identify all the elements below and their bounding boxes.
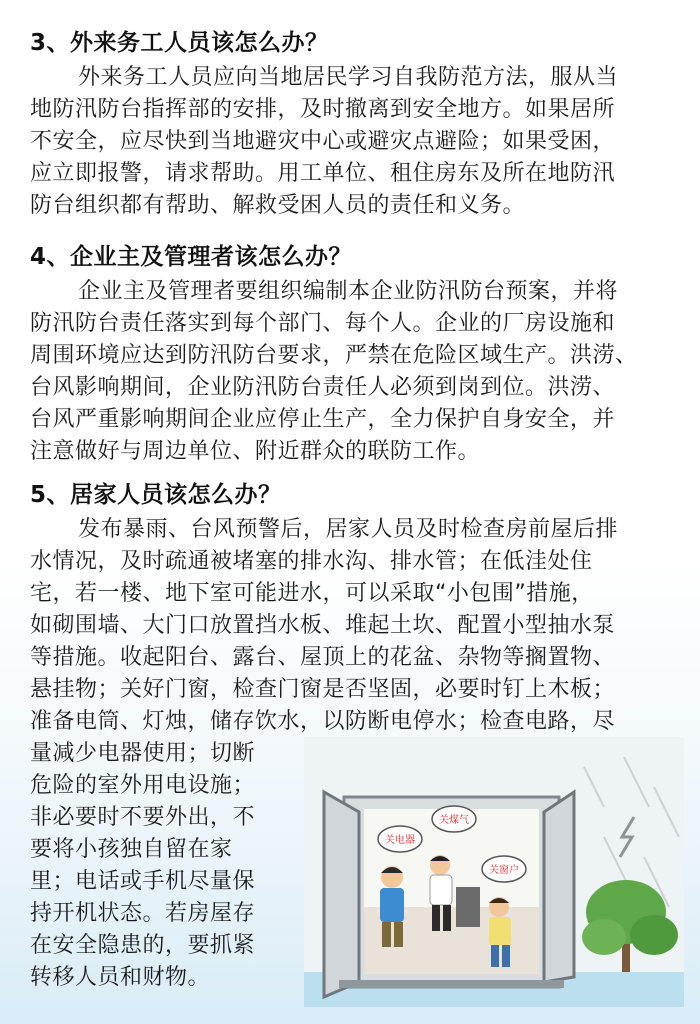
section-5-line: 如砌围墙、大门口放置挡水板、堆起土坎、配置小型抽水泵 <box>30 613 616 638</box>
section-5-line: 准备电筒、灯烛，储存饮水，以防断电停水；检查电路，尽 <box>30 709 616 734</box>
section-4-line: 防汛防台责任落实到每个部门、每个人。企业的厂房设施和 <box>30 311 616 336</box>
svg-text:关窗户: 关窗户 <box>489 865 519 876</box>
section-5-line: 悬挂物；关好门窗，检查门窗是否坚固，必要时钉上木板； <box>30 677 616 702</box>
section-5-line: 发布暴雨、台风预警后，居家人员及时检查房前屋后排 <box>78 517 619 542</box>
illustration-svg <box>304 737 684 1007</box>
section-5-narrow-line: 里；电话或手机尽量保 <box>30 869 256 894</box>
section-5-heading: 5、居家人员该怎么办？ <box>30 482 282 508</box>
section-5-line: 水情况，及时疏通被堵塞的排水沟、排水管；在低洼处住 <box>30 549 593 574</box>
section-3-line: 防台组织都有帮助、解救受困人员的责任和义务。 <box>30 193 526 218</box>
section-5-narrow-line: 要将小孩独自留在家 <box>30 837 233 862</box>
section-3-line: 不安全，应尽快到当地避灾中心或避灾点避险；如果受困， <box>30 129 616 154</box>
section-3-line: 应立即报警，请求帮助。用工单位、租住房东及所在地防汛 <box>30 161 616 186</box>
svg-text:关煤气: 关煤气 <box>439 815 469 826</box>
section-4-line: 企业主及管理者要组织编制本企业防汛防台预案，并将 <box>78 279 619 304</box>
section-3-line: 外来务工人员应向当地居民学习自我防范方法，服从当 <box>78 65 619 90</box>
svg-text:关电器: 关电器 <box>385 835 415 846</box>
section-4-line: 台风影响期间，企业防汛防台责任人必须到岗到位。洪涝、 <box>30 375 616 400</box>
section-5-line: 宅，若一楼、地下室可能进水，可以采取“小包围”措施， <box>30 581 594 606</box>
section-3-heading: 3、外来务工人员该怎么办？ <box>30 30 329 56</box>
section-4-heading: 4、企业主及管理者该怎么办？ <box>30 244 353 270</box>
bubble-3 <box>482 856 526 882</box>
section-5-narrow-line: 转移人员和财物。 <box>30 965 211 990</box>
bubble-2 <box>432 806 476 832</box>
left-window-pane <box>324 792 359 997</box>
section-3 <box>30 28 680 222</box>
section-5-narrow-line: 在安全隐患的，要抓紧 <box>30 933 256 958</box>
section-3-body <box>30 62 680 222</box>
section-3-line: 地防汛防台指挥部的安排，及时撤离到安全地方。如果居所 <box>30 97 616 122</box>
section-5-narrow-line: 非必要时不要外出，不 <box>30 805 256 830</box>
section-4 <box>30 242 680 468</box>
section-4-line: 注意做好与周边单位、附近群众的联防工作。 <box>30 439 481 464</box>
section-4-body <box>30 276 680 468</box>
section-5-body <box>30 514 680 738</box>
section-4-line: 台风严重影响期间企业应停止生产，全力保护自身安全，并 <box>30 407 616 432</box>
section-5-line: 等措施。收起阳台、露台、屋顶上的花盆、杂物等搁置物、 <box>30 645 616 670</box>
right-window-pane <box>544 792 574 982</box>
appliance <box>456 887 480 927</box>
section-5-narrow-line: 量减少电器使用；切断 <box>30 741 256 766</box>
bubble-1 <box>378 826 422 852</box>
section-5-narrow-line: 持开机状态。若房屋存 <box>30 901 256 926</box>
section-4-line: 周围环境应达到防汛防台要求，严禁在危险区域生产。洪涝、 <box>30 343 638 368</box>
section-5-wrap-text <box>30 738 300 994</box>
section-5-narrow-line: 危险的室外用电设施； <box>30 773 256 798</box>
home-safety-illustration <box>304 737 684 1007</box>
